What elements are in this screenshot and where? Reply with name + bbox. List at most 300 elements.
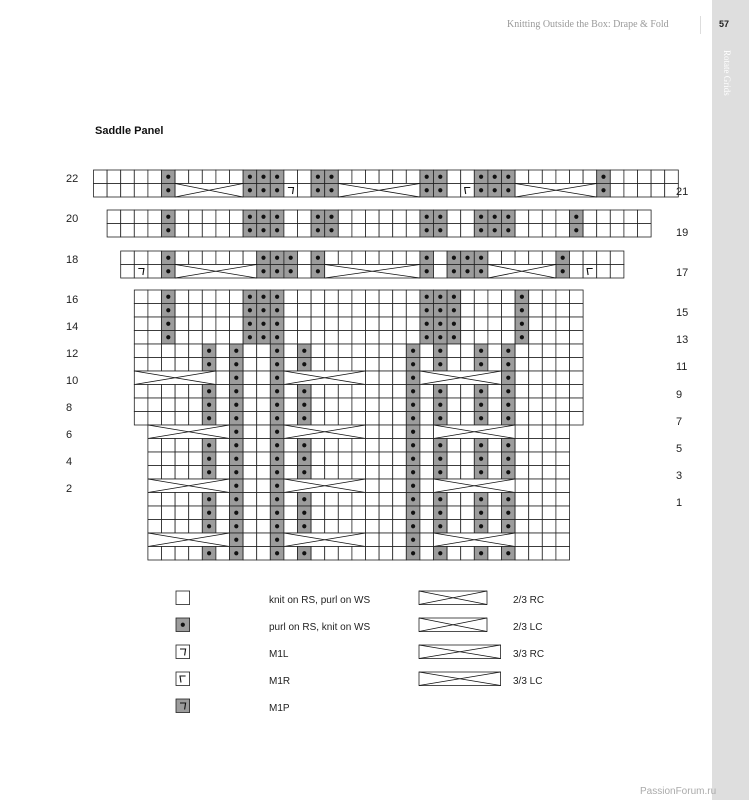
knit-cell bbox=[257, 506, 271, 520]
knit-cell bbox=[298, 170, 312, 184]
knit-cell bbox=[189, 317, 203, 331]
knit-cell bbox=[338, 251, 352, 265]
row-number-right: 21 bbox=[676, 186, 689, 198]
purl-dot bbox=[207, 457, 211, 461]
knit-cell bbox=[420, 479, 434, 493]
purl-dot bbox=[248, 295, 252, 299]
knit-cell bbox=[134, 385, 148, 399]
purl-dot bbox=[248, 188, 252, 192]
knit-cell bbox=[338, 358, 352, 372]
knit-cell bbox=[542, 533, 556, 547]
purl-dot bbox=[261, 322, 265, 326]
knit-cell bbox=[94, 184, 108, 198]
knit-cell bbox=[189, 170, 203, 184]
knit-cell bbox=[461, 290, 475, 304]
knit-cell bbox=[461, 452, 475, 466]
knit-cell bbox=[529, 371, 543, 385]
purl-dot bbox=[248, 228, 252, 232]
knit-cell bbox=[447, 398, 461, 412]
knit-cell bbox=[257, 425, 271, 439]
knit-cell bbox=[542, 344, 556, 358]
knit-cell bbox=[284, 520, 298, 534]
purl-dot bbox=[275, 376, 279, 380]
knit-cell bbox=[515, 493, 529, 507]
purl-dot bbox=[207, 416, 211, 420]
knit-cell bbox=[502, 331, 516, 345]
knit-cell bbox=[257, 439, 271, 453]
knit-cell bbox=[515, 224, 529, 238]
knit-cell bbox=[338, 398, 352, 412]
purl-dot bbox=[438, 416, 442, 420]
purl-dot bbox=[465, 269, 469, 273]
purl-dot bbox=[411, 416, 415, 420]
purl-dot bbox=[275, 430, 279, 434]
knit-cell bbox=[216, 358, 230, 372]
knit-cell bbox=[148, 493, 162, 507]
knit-cell bbox=[488, 344, 502, 358]
knit-cell bbox=[148, 520, 162, 534]
knit-cell bbox=[189, 331, 203, 345]
row-number-left: 10 bbox=[66, 375, 79, 387]
knit-cell bbox=[338, 547, 352, 561]
purl-dot bbox=[438, 349, 442, 353]
purl-dot bbox=[234, 470, 238, 474]
knit-cell bbox=[665, 170, 679, 184]
knit-cell bbox=[298, 265, 312, 279]
purl-dot bbox=[207, 362, 211, 366]
knit-cell bbox=[447, 452, 461, 466]
knit-cell bbox=[447, 184, 461, 198]
knit-cell bbox=[325, 251, 339, 265]
knit-cell bbox=[366, 170, 380, 184]
knit-cell bbox=[148, 506, 162, 520]
knit-cell bbox=[447, 506, 461, 520]
knit-cell bbox=[529, 331, 543, 345]
knit-cell bbox=[189, 290, 203, 304]
knit-cell bbox=[338, 385, 352, 399]
knit-cell bbox=[406, 210, 420, 224]
purl-dot bbox=[275, 362, 279, 366]
purl-dot bbox=[275, 175, 279, 179]
purl-dot bbox=[275, 269, 279, 273]
knit-cell bbox=[447, 547, 461, 561]
knit-cell bbox=[121, 224, 135, 238]
knit-cell bbox=[352, 547, 366, 561]
knit-cell bbox=[243, 479, 257, 493]
knit-cell bbox=[379, 493, 393, 507]
knit-cell bbox=[379, 506, 393, 520]
knit-cell bbox=[134, 398, 148, 412]
knit-cell bbox=[529, 170, 543, 184]
knit-cell bbox=[542, 479, 556, 493]
knit-cell bbox=[610, 210, 624, 224]
knit-cell bbox=[148, 439, 162, 453]
knit-cell bbox=[257, 385, 271, 399]
running-head: Knitting Outside the Box: Drape & Fold bbox=[507, 19, 669, 30]
purl-dot bbox=[506, 551, 510, 555]
knit-cell bbox=[556, 170, 570, 184]
knit-cell bbox=[556, 439, 570, 453]
knit-cell bbox=[325, 520, 339, 534]
knit-cell bbox=[148, 344, 162, 358]
knit-cell bbox=[230, 290, 244, 304]
knit-cell bbox=[529, 398, 543, 412]
knit-cell bbox=[162, 493, 176, 507]
purl-dot bbox=[166, 215, 170, 219]
knit-cell bbox=[216, 466, 230, 480]
knit-cell bbox=[556, 493, 570, 507]
knit-cell bbox=[284, 493, 298, 507]
purl-dot bbox=[479, 188, 483, 192]
knit-cell bbox=[311, 520, 325, 534]
purl-dot bbox=[316, 215, 320, 219]
purl-dot bbox=[438, 308, 442, 312]
knit-cell bbox=[420, 520, 434, 534]
knit-cell bbox=[379, 371, 393, 385]
purl-dot bbox=[479, 389, 483, 393]
knit-cell bbox=[529, 224, 543, 238]
purl-dot bbox=[425, 269, 429, 273]
knit-cell bbox=[298, 290, 312, 304]
knit-cell bbox=[393, 520, 407, 534]
purl-dot bbox=[166, 269, 170, 273]
knit-cell bbox=[134, 184, 148, 198]
knit-cell bbox=[570, 251, 584, 265]
purl-dot bbox=[275, 389, 279, 393]
knit-cell bbox=[176, 645, 190, 659]
knit-cell bbox=[488, 290, 502, 304]
knit-cell bbox=[379, 533, 393, 547]
knit-cell bbox=[570, 371, 584, 385]
knit-cell bbox=[352, 385, 366, 399]
knit-cell bbox=[556, 290, 570, 304]
knit-cell bbox=[230, 170, 244, 184]
knit-cell bbox=[366, 385, 380, 399]
purl-dot bbox=[493, 215, 497, 219]
knit-cell bbox=[447, 493, 461, 507]
knit-cell bbox=[488, 317, 502, 331]
purl-dot bbox=[302, 457, 306, 461]
knit-cell bbox=[338, 520, 352, 534]
knit-cell bbox=[352, 358, 366, 372]
purl-dot bbox=[506, 389, 510, 393]
knit-cell bbox=[393, 533, 407, 547]
knit-cell bbox=[488, 493, 502, 507]
knit-cell bbox=[162, 398, 176, 412]
knit-cell bbox=[379, 304, 393, 318]
knit-cell bbox=[352, 251, 366, 265]
knit-cell bbox=[325, 547, 339, 561]
knit-cell bbox=[134, 304, 148, 318]
knit-cell bbox=[216, 520, 230, 534]
knit-cell bbox=[284, 224, 298, 238]
purl-dot bbox=[438, 403, 442, 407]
knit-cell bbox=[610, 265, 624, 279]
knit-cell bbox=[434, 251, 448, 265]
knit-cell bbox=[338, 506, 352, 520]
knit-cell bbox=[216, 331, 230, 345]
knit-cell bbox=[447, 412, 461, 426]
knit-cell bbox=[556, 466, 570, 480]
row-number-left: 2 bbox=[66, 483, 73, 495]
purl-dot bbox=[248, 175, 252, 179]
purl-dot bbox=[166, 228, 170, 232]
knit-cell bbox=[420, 452, 434, 466]
knit-cell bbox=[148, 398, 162, 412]
purl-dot bbox=[438, 457, 442, 461]
legend-purl-label: purl on RS, knit on WS bbox=[269, 622, 371, 633]
purl-dot bbox=[316, 256, 320, 260]
purl-dot bbox=[452, 295, 456, 299]
knit-cell bbox=[393, 251, 407, 265]
knit-cell bbox=[556, 358, 570, 372]
knit-cell bbox=[570, 265, 584, 279]
purl-dot bbox=[275, 322, 279, 326]
knit-cell bbox=[284, 547, 298, 561]
knit-cell bbox=[461, 170, 475, 184]
knit-cell bbox=[189, 506, 203, 520]
knit-cell bbox=[325, 452, 339, 466]
knit-cell bbox=[406, 290, 420, 304]
knit-cell bbox=[420, 547, 434, 561]
page-sidebar bbox=[712, 0, 749, 800]
knit-cell bbox=[529, 385, 543, 399]
knit-cell bbox=[529, 210, 543, 224]
purl-dot bbox=[425, 215, 429, 219]
purl-dot bbox=[248, 308, 252, 312]
knit-cell bbox=[216, 452, 230, 466]
knit-cell bbox=[379, 547, 393, 561]
legend-m1r-label: M1R bbox=[269, 676, 291, 687]
knit-cell bbox=[243, 452, 257, 466]
knit-cell bbox=[121, 265, 135, 279]
knit-cell bbox=[393, 304, 407, 318]
knit-cell bbox=[216, 304, 230, 318]
knit-cell bbox=[379, 520, 393, 534]
knit-cell bbox=[420, 398, 434, 412]
knit-cell bbox=[216, 290, 230, 304]
purl-dot bbox=[289, 256, 293, 260]
knit-cell bbox=[162, 344, 176, 358]
knit-cell bbox=[420, 425, 434, 439]
purl-dot bbox=[425, 322, 429, 326]
knit-cell bbox=[189, 466, 203, 480]
knit-cell bbox=[570, 170, 584, 184]
purl-dot bbox=[302, 362, 306, 366]
knit-cell bbox=[243, 506, 257, 520]
purl-dot bbox=[479, 403, 483, 407]
knit-cell bbox=[162, 452, 176, 466]
knit-cell bbox=[162, 520, 176, 534]
purl-dot bbox=[425, 228, 429, 232]
knit-cell bbox=[515, 210, 529, 224]
knit-cell bbox=[556, 224, 570, 238]
knit-cell bbox=[461, 493, 475, 507]
knit-cell bbox=[216, 251, 230, 265]
knit-cell bbox=[379, 452, 393, 466]
purl-dot bbox=[411, 403, 415, 407]
knit-cell bbox=[529, 452, 543, 466]
knit-cell bbox=[461, 466, 475, 480]
knit-cell bbox=[284, 358, 298, 372]
knit-cell bbox=[175, 224, 189, 238]
purl-dot bbox=[479, 416, 483, 420]
knit-cell bbox=[529, 251, 543, 265]
purl-dot bbox=[302, 551, 306, 555]
knit-cell bbox=[461, 385, 475, 399]
knit-cell bbox=[311, 290, 325, 304]
knit-cell bbox=[352, 439, 366, 453]
knit-cell bbox=[338, 493, 352, 507]
purl-dot bbox=[506, 175, 510, 179]
knit-cell bbox=[379, 170, 393, 184]
knit-cell bbox=[175, 398, 189, 412]
knit-cell bbox=[284, 331, 298, 345]
purl-dot bbox=[411, 349, 415, 353]
knit-cell bbox=[325, 290, 339, 304]
row-number-left: 22 bbox=[66, 173, 79, 185]
purl-dot bbox=[601, 175, 605, 179]
purl-dot bbox=[234, 403, 238, 407]
knit-cell bbox=[542, 317, 556, 331]
knit-cell bbox=[257, 412, 271, 426]
knit-cell bbox=[420, 358, 434, 372]
knit-cell bbox=[597, 265, 611, 279]
knit-cell bbox=[257, 520, 271, 534]
knit-cell bbox=[325, 358, 339, 372]
purl-dot bbox=[302, 443, 306, 447]
purl-dot bbox=[411, 497, 415, 501]
purl-dot bbox=[506, 497, 510, 501]
knit-cell bbox=[488, 331, 502, 345]
knit-cell bbox=[202, 224, 216, 238]
row-number-right: 1 bbox=[676, 497, 683, 509]
knit-cell bbox=[311, 398, 325, 412]
purl-dot bbox=[275, 551, 279, 555]
purl-dot bbox=[207, 470, 211, 474]
legend-23lc-label: 2/3 LC bbox=[513, 622, 543, 633]
knit-cell bbox=[325, 317, 339, 331]
knit-cell bbox=[284, 385, 298, 399]
knit-cell bbox=[461, 224, 475, 238]
knit-cell bbox=[284, 290, 298, 304]
purl-dot bbox=[166, 188, 170, 192]
purl-dot bbox=[452, 308, 456, 312]
purl-dot bbox=[302, 497, 306, 501]
knit-cell bbox=[502, 290, 516, 304]
knit-cell bbox=[338, 170, 352, 184]
knit-cell bbox=[624, 184, 638, 198]
purl-dot bbox=[166, 322, 170, 326]
knit-cell bbox=[298, 251, 312, 265]
knit-cell bbox=[502, 304, 516, 318]
knit-cell bbox=[284, 304, 298, 318]
knit-cell bbox=[366, 412, 380, 426]
knit-cell bbox=[243, 520, 257, 534]
purl-dot bbox=[411, 457, 415, 461]
knit-cell bbox=[216, 506, 230, 520]
purl-dot bbox=[166, 295, 170, 299]
knit-cell bbox=[352, 290, 366, 304]
knit-cell bbox=[148, 331, 162, 345]
purl-dot bbox=[329, 228, 333, 232]
knit-cell bbox=[189, 358, 203, 372]
knit-cell bbox=[352, 344, 366, 358]
purl-dot bbox=[275, 295, 279, 299]
purl-dot bbox=[520, 322, 524, 326]
knit-cell bbox=[202, 304, 216, 318]
knit-cell bbox=[284, 344, 298, 358]
purl-dot bbox=[302, 416, 306, 420]
row-number-right: 15 bbox=[676, 307, 689, 319]
purl-dot bbox=[425, 335, 429, 339]
knit-cell bbox=[366, 210, 380, 224]
purl-dot bbox=[506, 228, 510, 232]
purl-dot bbox=[452, 322, 456, 326]
knit-cell bbox=[148, 184, 162, 198]
knit-cell bbox=[366, 533, 380, 547]
knit-cell bbox=[542, 251, 556, 265]
knit-cell bbox=[393, 398, 407, 412]
knit-cell bbox=[216, 224, 230, 238]
knit-cell bbox=[529, 344, 543, 358]
knit-cell bbox=[366, 547, 380, 561]
knit-cell bbox=[542, 547, 556, 561]
knit-cell bbox=[366, 520, 380, 534]
knit-cell bbox=[338, 290, 352, 304]
purl-dot bbox=[234, 511, 238, 515]
purl-dot bbox=[261, 269, 265, 273]
knit-cell bbox=[162, 439, 176, 453]
knit-cell bbox=[379, 439, 393, 453]
knit-cell bbox=[134, 265, 148, 279]
purl-dot bbox=[234, 416, 238, 420]
knit-cell bbox=[461, 210, 475, 224]
knit-cell bbox=[257, 398, 271, 412]
knit-cell bbox=[366, 304, 380, 318]
knit-cell bbox=[311, 331, 325, 345]
row-number-right: 7 bbox=[676, 416, 683, 428]
knit-cell bbox=[393, 547, 407, 561]
knit-cell bbox=[216, 385, 230, 399]
knit-cell bbox=[366, 506, 380, 520]
knit-cell bbox=[230, 251, 244, 265]
purl-dot bbox=[275, 349, 279, 353]
knit-cell bbox=[529, 520, 543, 534]
knit-cell bbox=[325, 439, 339, 453]
knit-cell bbox=[542, 210, 556, 224]
knit-cell bbox=[230, 224, 244, 238]
purl-dot bbox=[275, 228, 279, 232]
knit-cell bbox=[311, 439, 325, 453]
knit-cell bbox=[243, 358, 257, 372]
knit-cell bbox=[393, 344, 407, 358]
knit-cell bbox=[121, 184, 135, 198]
knit-cell bbox=[284, 398, 298, 412]
purl-dot bbox=[234, 349, 238, 353]
purl-dot bbox=[329, 175, 333, 179]
knit-cell bbox=[298, 224, 312, 238]
knit-cell bbox=[542, 331, 556, 345]
knit-cell bbox=[597, 224, 611, 238]
knit-cell bbox=[542, 224, 556, 238]
purl-dot bbox=[411, 511, 415, 515]
knit-cell bbox=[121, 170, 135, 184]
purl-dot bbox=[234, 376, 238, 380]
knit-cell bbox=[366, 290, 380, 304]
knit-cell bbox=[542, 412, 556, 426]
purl-dot bbox=[506, 215, 510, 219]
